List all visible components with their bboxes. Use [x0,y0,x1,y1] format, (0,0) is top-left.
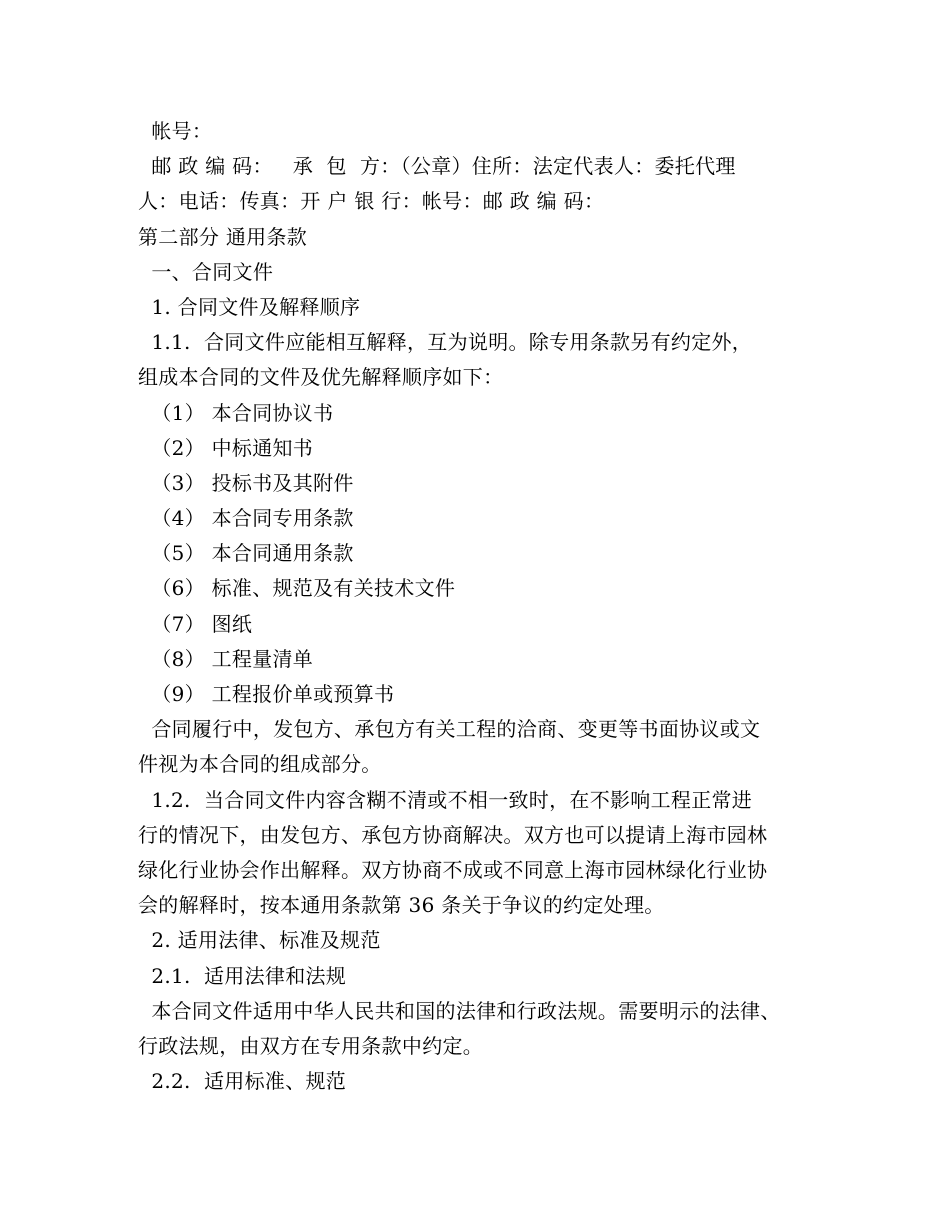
document-body [138,114,828,1099]
clause-1-2-cont-3: 会的解释时，按本通用条款第 36 条关于争议的约定处理。 [138,893,665,918]
list-item-2: （2） 中标通知书 [138,435,314,460]
clause-1-2: 1.2. 当合同文件内容含糊不清或不相一致时，在不影响工程正常进 [138,787,753,812]
line-contractor-info-cont: 人：电话：传真：开 户 银 行：帐号：邮 政 编 码： [138,189,605,214]
section-heading-general-terms: 第二部分 通用条款 [138,224,308,249]
list-item-7: （7） 图纸 [138,611,253,636]
paragraph-performance: 合同履行中，发包方、承包方有关工程的洽商、变更等书面协议或文 [138,717,761,742]
clause-1-1-cont: 组成本合同的文件及优先解释顺序如下： [138,365,504,390]
list-item-1: （1） 本合同协议书 [138,400,334,425]
list-item-9: （9） 工程报价单或预算书 [138,682,395,706]
paragraph-applicable-law: 本合同文件适用中华人民共和国的法律和行政法规。需要明示的法律、 [138,998,781,1023]
line-account: 帐号： [138,119,213,143]
line-contractor-info: 邮 政 编 码： 承 包 方：（公章）住所：法定代表人：委托代理 [138,154,736,179]
paragraph-applicable-law-cont: 行政法规，由双方在专用条款中约定。 [138,1033,484,1058]
clause-2-heading: 2. 适用法律、标准及规范 [138,928,381,953]
paragraph-performance-cont: 件视为本合同的组成部分。 [138,752,382,777]
clause-2-2: 2.2. 适用标准、规范 [138,1069,347,1094]
list-item-6: （6） 标准、规范及有关技术文件 [138,576,456,601]
clause-1-2-cont-2: 绿化行业协会作出解释。双方协商不成或不同意上海市园林绿化行业协 [138,857,768,882]
list-item-5: （5） 本合同通用条款 [138,541,354,566]
list-item-4: （4） 本合同专用条款 [138,506,354,531]
clause-1-heading: 1. 合同文件及解释顺序 [138,294,361,319]
list-item-3: （3） 投标书及其附件 [138,470,354,495]
clause-1-1: 1.1. 合同文件应能相互解释，互为说明。除专用条款另有约定外， [138,330,753,355]
list-item-8: （8） 工程量清单 [138,646,314,671]
heading-contract-documents: 一、合同文件 [138,259,274,284]
clause-1-2-cont-1: 行的情况下，由发包方、承包方协商解决。双方也可以提请上海市园林 [138,822,768,847]
clause-2-1: 2.1. 适用法律和法规 [138,963,347,988]
